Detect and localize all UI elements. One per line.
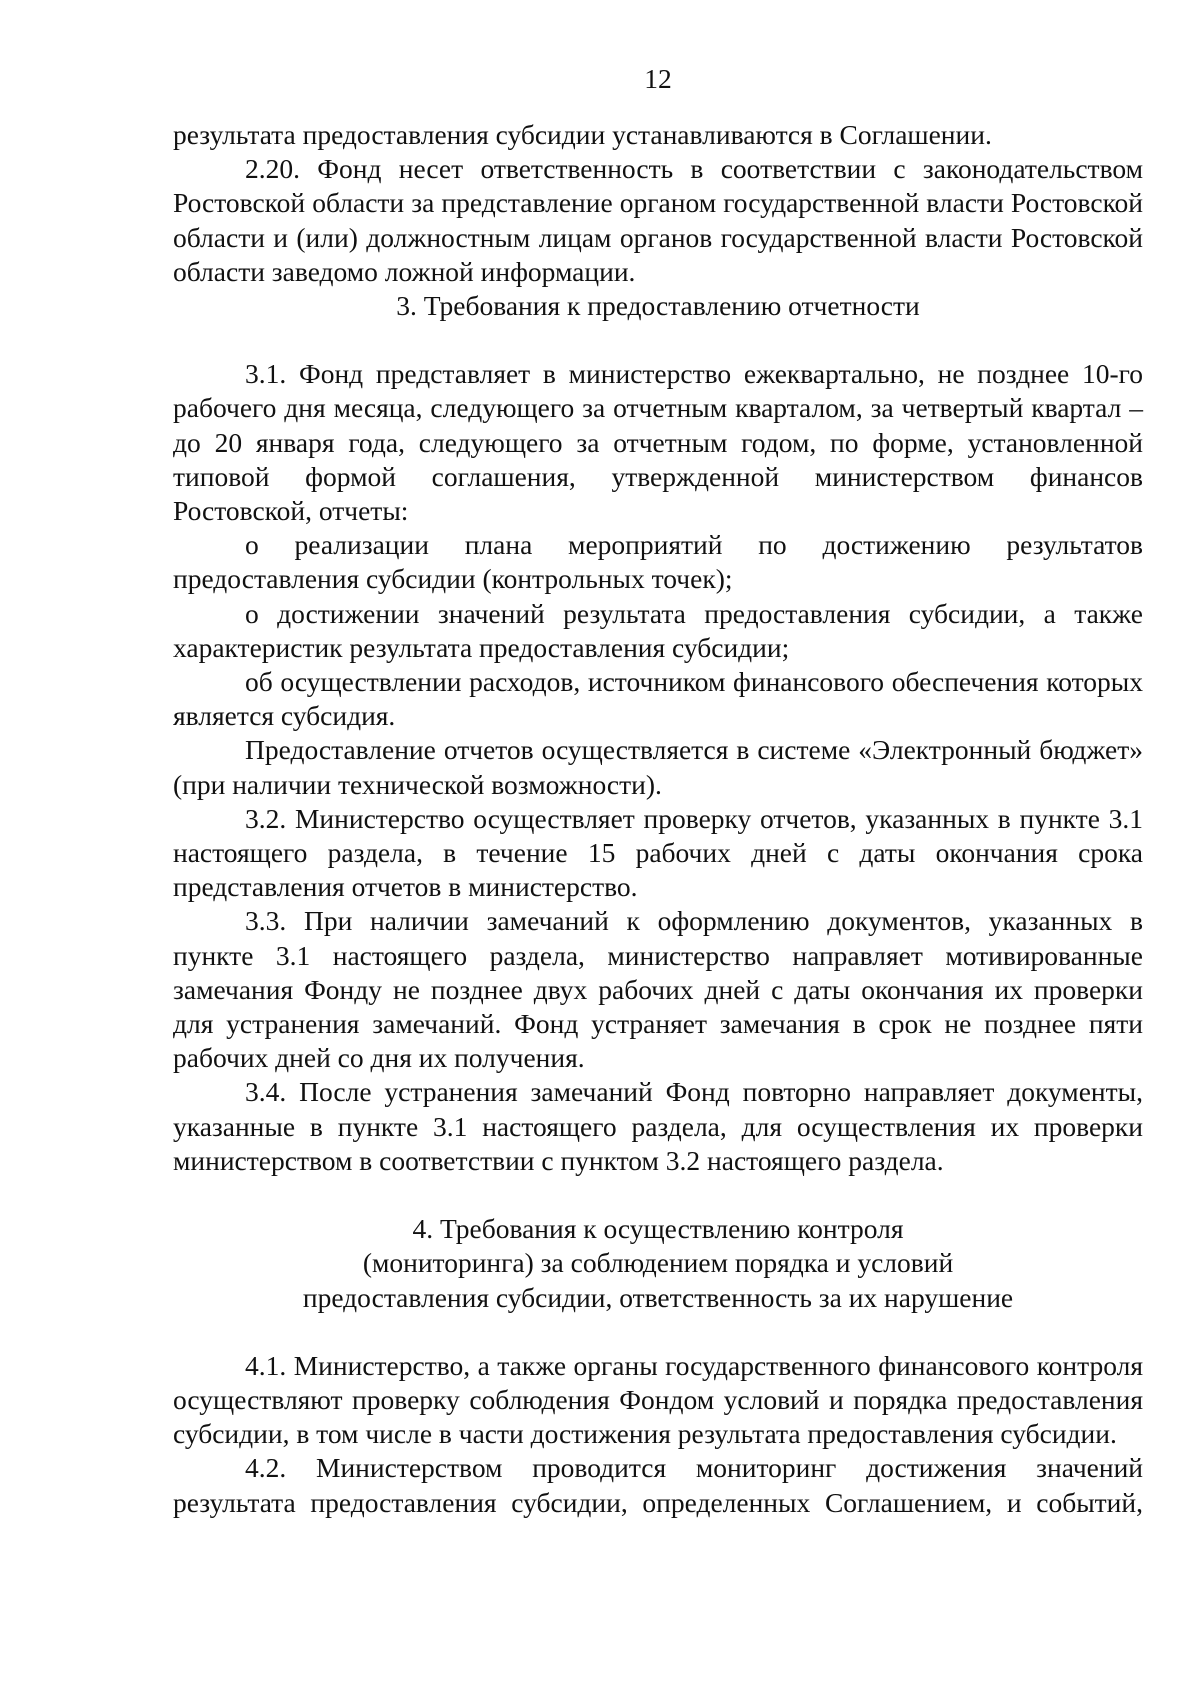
paragraph-2-20: 2.20. Фонд несет ответственность в соответствии с законодательством Ростовской области за представление органом государственной власти Ростовской области и (или) должностным лицам органов государственной власти Ростовской области заведомо ложной информации. <box>173 153 1143 287</box>
document-page <box>173 62 1143 1520</box>
paragraph-report-plan: о реализации плана мероприятий по достижению результатов предоставления субсидии (контрольных точек); <box>173 529 1143 595</box>
paragraph-electronic-budget: Предоставление отчетов осуществляется в системе «Электронный бюджет» (при наличии технической возможности). <box>173 734 1143 800</box>
section-4-heading-line: 4. Требования к осуществлению контроля <box>412 1213 904 1245</box>
paragraph-report-expenses: об осуществлении расходов, источником финансового обеспечения которых является субсидия. <box>173 666 1143 732</box>
paragraph-continuation: результата предоставления субсидии устанавливаются в Соглашении. <box>173 119 992 150</box>
section-4-heading <box>173 1212 1143 1315</box>
paragraph-3-1: 3.1. Фонд представляет в министерство ежеквартально, не позднее 10-го рабочего дня месяца, следующего за отчетным кварталом, за четвертый квартал – до 20 января года, следующего за отчетным годом, по форме, установленной типовой формой соглашения, утвержденной министерством финансов Ростовской, отчеты: <box>173 358 1143 527</box>
paragraph-3-4: 3.4. После устранения замечаний Фонд повторно направляет документы, указанные в пункте 3.1 настоящего раздела, для осуществления их проверки министерством в соответствии с пунктом 3.2 настоящего раздела. <box>173 1076 1143 1176</box>
section-4-heading-line: предоставления субсидии, ответственность за их нарушение <box>302 1281 1014 1313</box>
page-number: 12 <box>644 63 672 94</box>
paragraph-3-2: 3.2. Министерство осуществляет проверку отчетов, указанных в пункте 3.1 настоящего раздела, в течение 15 рабочих дней с даты окончания срока представления отчетов в министерство. <box>173 802 1143 903</box>
paragraph-report-results: о достижении значений результата предоставления субсидии, а также характеристик результата предоставления субсидии; <box>173 597 1143 663</box>
section-3-heading: 3. Требования к предоставлению отчетности <box>396 290 920 322</box>
section-4-heading-line: (мониторинга) за соблюдением порядка и условий <box>362 1247 954 1279</box>
paragraph-3-3: 3.3. При наличии замечаний к оформлению документов, указанных в пункте 3.1 настоящего раздела, министерство направляет мотивированные замечания Фонду не позднее двух рабочих дней с даты окончания их проверки для устранения замечаний. Фонд устраняет замечания в срок не позднее пяти рабочих дней со дня их получения. <box>173 905 1143 1074</box>
paragraph-4-2: 4.2. Министерством проводится мониторинг достижения значений результата предоставления субсидии, определенных Соглашением, и событий, <box>173 1452 1143 1518</box>
paragraph-4-1: 4.1. Министерство, а также органы государственного финансового контроля осуществляют проверку соблюдения Фондом условий и порядка предоставления субсидии, в том числе в части достижения результата предоставления субсидии. <box>173 1349 1143 1450</box>
